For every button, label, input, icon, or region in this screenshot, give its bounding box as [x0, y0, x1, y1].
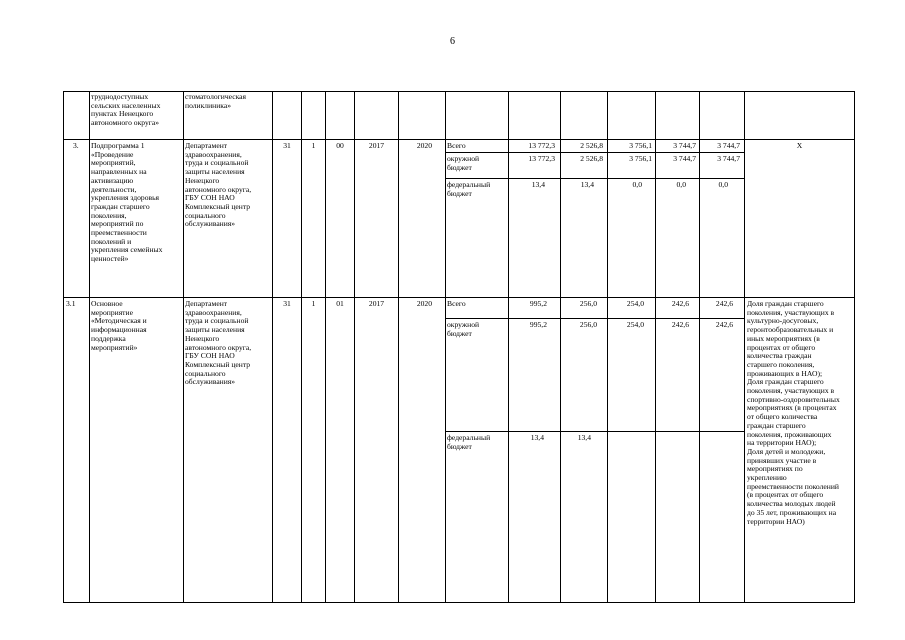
amount-2020-cell: 242,6	[715, 299, 733, 308]
funding-source-cell: окружной бюджет	[447, 320, 480, 338]
grbs-cell: 31	[283, 141, 291, 150]
executor-cell: стоматологическая поликлиника»	[185, 92, 247, 110]
total-amount-cell: 13,4	[530, 433, 544, 442]
column-border	[325, 91, 326, 603]
subrow-divider	[445, 178, 745, 179]
start-year-cell: 2017	[368, 141, 385, 150]
subrow-divider	[445, 152, 745, 153]
column-border	[744, 91, 745, 603]
column-border	[301, 91, 302, 603]
funding-source-cell: окружной бюджет	[447, 154, 480, 172]
amount-2017-cell: 13,4	[580, 180, 594, 189]
amount-2020-cell: 242,6	[715, 320, 733, 329]
grbs-cell: 31	[283, 299, 291, 308]
rz-cell: 1	[311, 141, 316, 150]
pr-cell: 00	[336, 141, 344, 150]
amount-2018-cell: 0,0	[632, 180, 642, 189]
event-name-cell: Основное мероприятие «Методическая и информационная поддержка мероприятий»	[91, 299, 147, 352]
amount-2018-cell: 3 756,1	[629, 141, 652, 150]
column-border	[560, 91, 561, 603]
column-border	[854, 91, 855, 603]
row-number-cell: 3.1	[66, 299, 76, 308]
table-top-border	[63, 91, 855, 92]
amount-2019-cell: 242,6	[671, 320, 689, 329]
amount-2017-cell: 256,0	[579, 299, 597, 308]
page-number: 6	[450, 36, 455, 47]
funding-source-cell: федеральный бюджет	[447, 180, 491, 198]
column-border	[354, 91, 355, 603]
subrow-divider	[445, 318, 745, 319]
funding-source-cell: Всего	[447, 299, 466, 308]
indicator-cell: Доля граждан старшего поколения, участвующих в культурно-досуговых, геронтообразовательных и иных мероприятиях (в процентах от общего количества граждан старшего поколения, проживающих в НАО); Доля граждан старшего поколения, участвующих в спортивно-оздоровительных мероприятиях (в процентах от общего количества граждан старшего поколения, проживающих на территории НАО); Доля детей и молодежи, принявших участие в мероприятиях по укреплению преемственности поколений (в процентах от общего количества молодых людей до 35 лет, проживающих на территории НАО)	[747, 299, 840, 526]
column-border	[699, 91, 700, 603]
funding-source-cell: Всего	[447, 141, 466, 150]
amount-2017-cell: 256,0	[579, 320, 597, 329]
amount-2020-cell: 0,0	[718, 180, 728, 189]
event-name-cell: Подпрограмма 1 «Проведение мероприятий, направленных на активизацию деятельности, укрепления здоровья граждан старшего поколения, мероприятий по преемственности поколений и укрепления семейных ценностей»	[91, 141, 163, 264]
rz-cell: 1	[311, 299, 316, 308]
amount-2019-cell: 3 744,7	[673, 141, 696, 150]
total-amount-cell: 995,2	[529, 320, 547, 329]
amount-2018-cell: 3 756,1	[629, 154, 652, 163]
subrow-divider	[445, 431, 745, 432]
amount-2017-cell: 2 526,8	[580, 141, 603, 150]
row-number-cell: 3.	[73, 141, 79, 150]
start-year-cell: 2017	[368, 299, 385, 308]
executor-cell: Департамент здравоохранения, труда и социальной защиты населения Ненецкого автономного округа, ГБУ СОН НАО Комплексный центр социального обслуживания»	[185, 141, 252, 229]
column-border	[63, 91, 64, 603]
indicator-cell: X	[796, 141, 803, 150]
total-amount-cell: 13,4	[531, 180, 545, 189]
amount-2019-cell: 242,6	[671, 299, 689, 308]
column-border	[445, 91, 446, 603]
total-amount-cell: 995,2	[529, 299, 547, 308]
column-border	[272, 91, 273, 603]
total-amount-cell: 13 772,3	[528, 154, 555, 163]
column-border	[508, 91, 509, 603]
amount-2018-cell: 254,0	[626, 299, 644, 308]
row-divider	[63, 139, 855, 140]
column-border	[398, 91, 399, 603]
total-amount-cell: 13 772,3	[528, 141, 555, 150]
column-border	[655, 91, 656, 603]
event-name-cell: труднодоступных сельских населенных пунктах Ненецкого автономного округа»	[91, 92, 161, 128]
executor-cell: Департамент здравоохранения, труда и социальной защиты населения Ненецкого автономного округа, ГБУ СОН НАО Комплексный центр социального обслуживания»	[185, 299, 252, 387]
column-border	[89, 91, 90, 603]
column-border	[607, 91, 608, 603]
column-border	[183, 91, 184, 603]
amount-2019-cell: 3 744,7	[673, 154, 696, 163]
end-year-cell: 2020	[416, 141, 432, 150]
amount-2019-cell: 0,0	[676, 180, 686, 189]
amount-2020-cell: 3 744,7	[717, 141, 740, 150]
pr-cell: 01	[336, 299, 344, 308]
table-bottom-border	[63, 602, 855, 603]
amount-2017-cell: 2 526,8	[580, 154, 603, 163]
amount-2020-cell: 3 744,7	[717, 154, 740, 163]
funding-source-cell: федеральный бюджет	[447, 433, 491, 451]
amount-2018-cell: 254,0	[626, 320, 644, 329]
row-divider	[63, 297, 855, 298]
end-year-cell: 2020	[416, 299, 432, 308]
amount-2017-cell: 13,4	[577, 433, 591, 442]
